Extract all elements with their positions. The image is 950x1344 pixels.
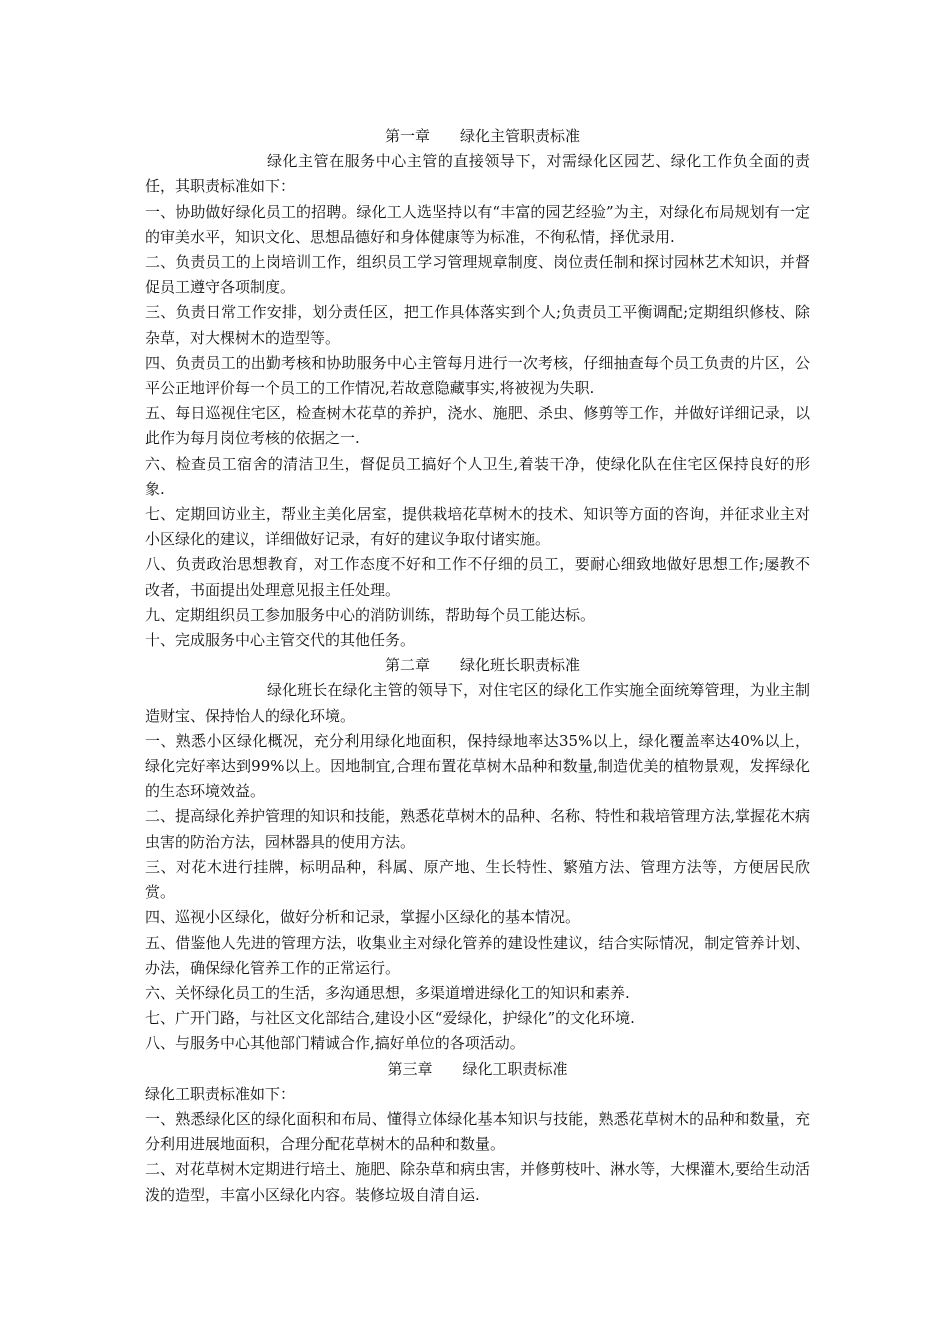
list-item: 四、巡视小区绿化，做好分析和记录，掌握小区绿化的基本情况。: [145, 908, 581, 927]
chapter-1: [145, 124, 810, 653]
list-item: 二、对花草树木定期进行培土、施肥、除杂草和病虫害，并修剪枝叶、淋水等，大棵灌木,要给生动活泼的造型，丰富小区绿化内容。装修垃圾自清自运.: [145, 1160, 810, 1204]
chapter-heading: 第二章 绿化班长职责标准: [384, 656, 580, 675]
list-item: 二、提高绿化养护管理的知识和技能，熟悉花草树木的品种、名称、特性和栽培管理方法,掌握花木病虫害的防治方法，园林器具的使用方法。: [145, 807, 810, 851]
list-item: 一、熟悉绿化区的绿化面积和布局、懂得立体绿化基本知识与技能，熟悉花草树木的品种和数量，充分利用进展地面积，合理分配花草树木的品种和数量。: [145, 1109, 810, 1154]
chapter-intro: 绿化班长在绿化主管的领导下，对住宅区的绿化工作实施全面统筹管理，为业主制造财宝、保持怡人的绿化环境。: [145, 681, 810, 725]
list-item: 四、负责员工的出勤考核和协助服务中心主管每月进行一次考核，仔细抽查每个员工负责的片区，公平公正地评价每一个员工的工作情况,若故意隐藏事实,将被视为失职.: [145, 353, 810, 398]
list-item: 一、协助做好绿化员工的招聘。绿化工人选坚持以有“丰富的园艺经验”为主，对绿化布局规划有一定的审美水平，知识文化、思想品德好和身体健康等为标准，不徇私情，择优录用.: [145, 202, 810, 246]
list-item: 十、完成服务中心主管交代的其他任务。: [145, 631, 416, 650]
chapter-2: [145, 653, 810, 1056]
list-item: 六、检查员工宿舍的清洁卫生，督促员工搞好个人卫生,着装干净，使绿化队在住宅区保持良好的形象.: [145, 454, 810, 498]
list-item: 六、关怀绿化员工的生活，多沟通思想，多渠道增进绿化工的知识和素养.: [145, 983, 630, 1002]
document-page: [145, 124, 810, 1208]
list-item: 八、与服务中心其他部门精诚合作,搞好单位的各项活动。: [145, 1034, 525, 1053]
list-item: 七、定期回访业主，帮业主美化居室，提供栽培花草树木的技术、知识等方面的咨询，并征求业主对小区绿化的建议，详细做好记录，有好的建议争取付诸实施。: [145, 505, 810, 549]
list-item: 一、熟悉小区绿化概况，充分利用绿化地面积，保持绿地率达35%以上，绿化覆盖率达40%以上，绿化完好率达到99%以上。因地制宜,合理布置花草树木品种和数量,制造优美的植物景观，发挥绿化的生态环境效益。: [145, 731, 810, 801]
list-item: 九、定期组织员工参加服务中心的消防训练，帮助每个员工能达标。: [145, 605, 596, 624]
chapter-intro: 绿化主管在服务中心主管的直接领导下，对需绿化区园艺、绿化工作负全面的责任，其职责标准如下：: [145, 152, 810, 196]
list-item: 五、每日巡视住宅区，检查树木花草的养护，浇水、施肥、杀虫、修剪等工作，并做好详细记录，以此作为每月岗位考核的依据之一.: [145, 404, 810, 448]
list-item: 三、负责日常工作安排，划分责任区，把工作具体落实到个人;负责员工平衡调配;定期组织修枝、除杂草，对大棵树木的造型等。: [145, 303, 810, 347]
chapter-intro: 绿化工职责标准如下：: [145, 1084, 296, 1103]
chapter-3: [145, 1057, 810, 1208]
list-item: 三、对花木进行挂牌，标明品种，科属、原产地、生长特性、繁殖方法、管理方法等，方便居民欣赏。: [145, 857, 810, 902]
chapter-heading: 第一章 绿化主管职责标准: [384, 127, 580, 145]
list-item: 五、借鉴他人先进的管理方法，收集业主对绿化管养的建设性建议，结合实际情况，制定管养计划、办法，确保绿化管养工作的正常运行。: [145, 933, 810, 977]
list-item: 八、负责政治思想教育，对工作态度不好和工作不仔细的员工，要耐心细致地做好思想工作;屡教不改者，书面提出处理意见报主任处理。: [145, 555, 810, 599]
chapter-heading: 第三章 绿化工职责标准: [387, 1059, 568, 1078]
list-item: 二、负责员工的上岗培训工作，组织员工学习管理规章制度、岗位责任制和探讨园林艺术知识，并督促员工遵守各项制度。: [145, 253, 810, 297]
list-item: 七、广开门路，与社区文化部结合,建设小区“爱绿化，护绿化”的文化环境.: [145, 1009, 635, 1028]
